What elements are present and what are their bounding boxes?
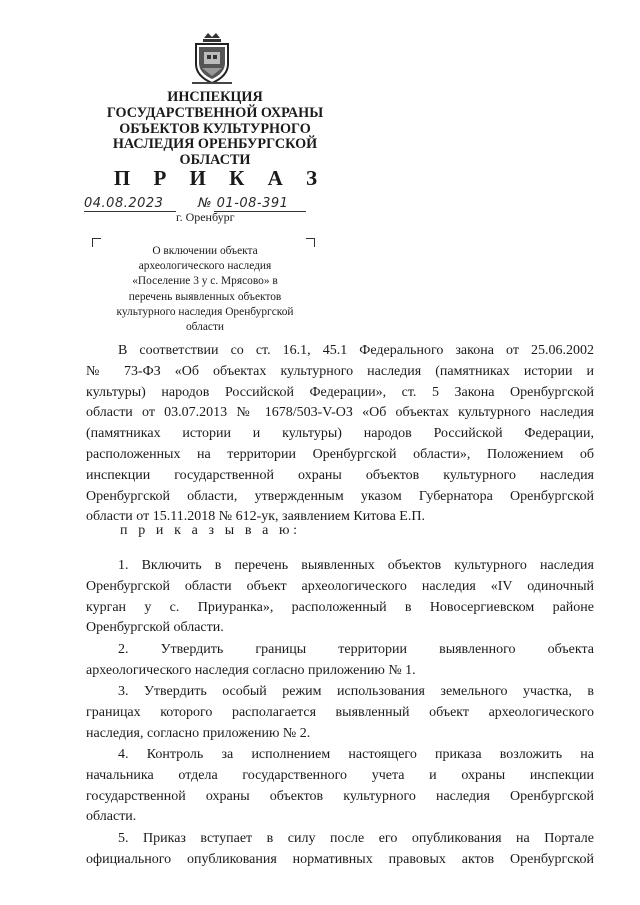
text-line: области от 03.07.2013 № 1678/503-V-ОЗ «Об объектах культурного наследия [86, 405, 594, 421]
text-line: Оренбургской области, утвержденным указом Губернатора Оренбургской [86, 488, 594, 504]
text-line: культуры) народов Российской Федерации», ст. 5 Закона Оренбургской [86, 384, 594, 400]
org-line: ОБЪЕКТОВ КУЛЬТУРНОГО [119, 120, 311, 137]
coat-of-arms-icon [192, 30, 232, 86]
preamble-paragraph [86, 341, 594, 528]
order-item-1 [86, 556, 594, 639]
decree-word: п р и к а з ы в а ю: [120, 523, 301, 538]
text-line: границах которого располагается выявленный объект археологического [86, 704, 594, 720]
order-item-2 [86, 640, 594, 682]
text-line: официального опубликования нормативных правовых актов Оренбургской [86, 851, 594, 867]
text-line: (памятниках истории и культуры) народов Российской Федерации, [86, 426, 594, 442]
org-line: ОБЛАСТИ [179, 152, 251, 169]
text-line: 1. Включить в перечень выявленных объектов культурного наследия [118, 558, 594, 573]
subject-line: перечень выявленных объектов [128, 290, 282, 303]
city-label: г. Оренбург [176, 210, 235, 224]
text-line: В соответствии со ст. 16.1, 45.1 Федерального закона от 25.06.2002 [118, 343, 594, 358]
text-line: № 73-ФЗ «Об объектах культурного наследия (памятниках истории и [86, 363, 594, 379]
subject-line: О включении объекта [152, 245, 258, 257]
order-subject [90, 244, 320, 335]
subject-line: «Поселение 3 у с. Мрясово» в [132, 275, 278, 288]
text-line: 3. Утвердить особый режим использования земельного участка, в [118, 684, 594, 699]
organization-name [70, 90, 360, 169]
text-line: 2. Утвердить границы территории выявленного объекта [118, 642, 594, 657]
text-line: области. [86, 809, 137, 825]
order-item-5 [86, 829, 594, 871]
org-line: ИНСПЕКЦИЯ [167, 89, 263, 105]
text-line: 4. Контроль за исполнением настоящего приказа возложить на [118, 747, 594, 762]
date-underline [84, 211, 176, 212]
order-item-4 [86, 745, 594, 828]
text-line: курган у с. Приуранка», расположенный в Новосергиевском районе [86, 599, 594, 615]
text-line: начальника отдела государственного учета и охраны инспекции [86, 767, 594, 783]
order-number: № 01-08-391 [198, 196, 289, 211]
text-line: расположенных на территории Оренбургской области», Положением об [86, 446, 594, 462]
subject-line: области [185, 321, 225, 334]
text-line: области от 15.11.2018 № 612-ук, заявлением Китова Е.П. [86, 509, 425, 525]
text-line: наследия, согласно приложению № 2. [86, 725, 311, 741]
text-line: Оренбургской области. [86, 620, 224, 636]
document-type-title: П Р И К А З [113, 166, 327, 190]
text-line: государственной охраны объектов культурного наследия Оренбургской [86, 788, 594, 804]
subject-line: культурного наследия Оренбургской [116, 305, 294, 318]
subject-line: археологического наследия [138, 260, 272, 273]
text-line: инспекции государственной охраны объектов культурного наследия [86, 467, 594, 483]
text-line: 5. Приказ вступает в силу после его опубликования на Портале [118, 831, 594, 846]
text-line: Оренбургской области объект археологического наследия «IV одиночный [86, 578, 594, 594]
order-item-3 [86, 682, 594, 744]
order-date: 04.08.2023 [84, 196, 164, 211]
text-line: археологического наследия согласно приложению № 1. [86, 662, 416, 678]
org-line: ГОСУДАРСТВЕННОЙ ОХРАНЫ [106, 104, 324, 121]
org-line: НАСЛЕДИЯ ОРЕНБУРГСКОЙ [112, 136, 318, 153]
